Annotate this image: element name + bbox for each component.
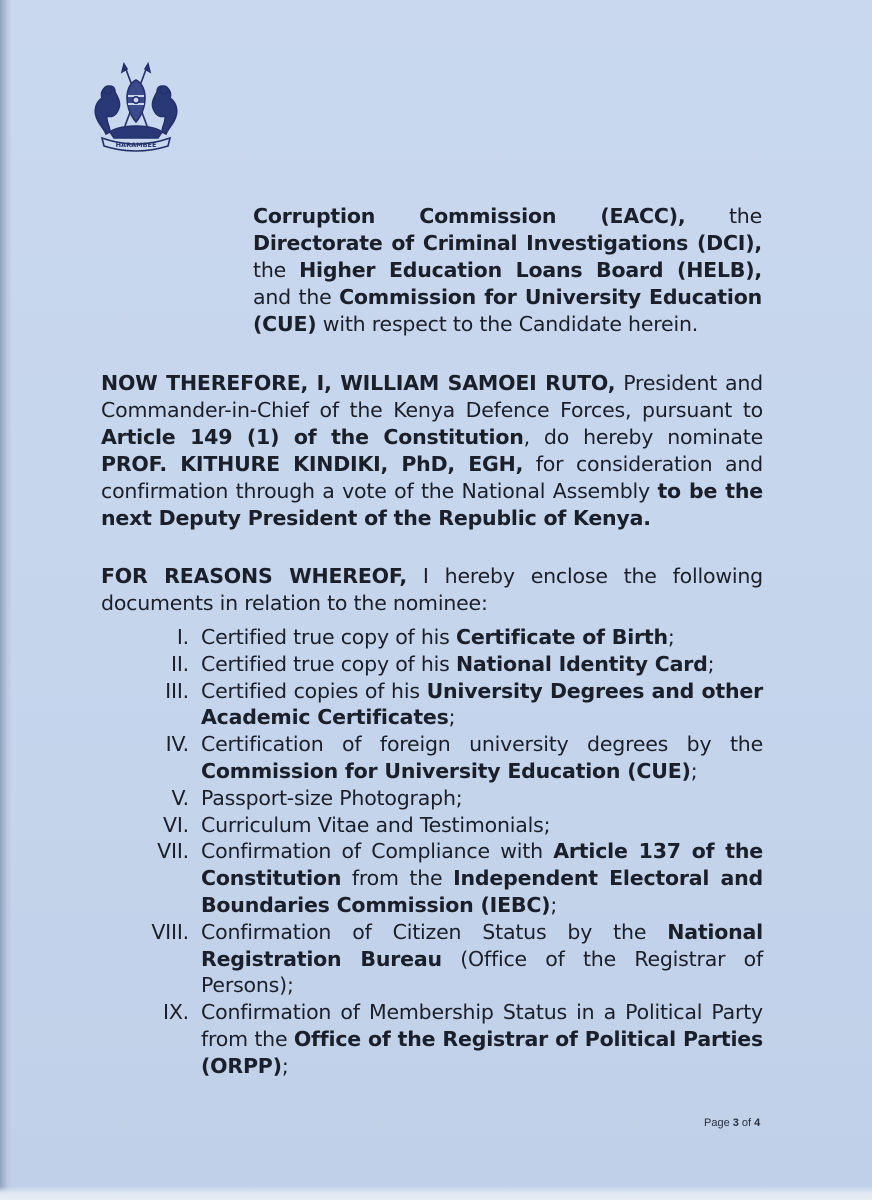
body-text: the <box>253 258 300 282</box>
enclosure-list <box>101 624 763 1080</box>
nomination-paragraph <box>101 370 763 532</box>
bold-text: NOW THEREFORE, I, WILLIAM SAMOEI RUTO, <box>101 371 616 395</box>
list-item <box>101 919 763 999</box>
bold-text: to be the next Deputy President of the Republic of Kenya. <box>101 479 764 530</box>
body-text: the <box>685 204 762 228</box>
list-text: Certification of foreign university degrees by the Commission for University Education (CUE); <box>201 732 763 783</box>
list-number: VIII. <box>151 919 189 944</box>
body-text: , do hereby nominate <box>523 425 763 449</box>
list-number: III. <box>165 678 189 703</box>
list-item <box>101 812 763 839</box>
bold-text: PROF. KITHURE KINDIKI, PhD, EGH, <box>101 452 524 476</box>
list-item <box>101 678 763 732</box>
continuation-paragraph <box>253 203 762 338</box>
list-text: Certified copies of his University Degrees and other Academic Certificates; <box>201 678 764 730</box>
list-number: I. <box>176 625 189 649</box>
body-text: I hereby enclose the following documents in relation to the nominee: <box>101 564 763 615</box>
page-bottom-edge <box>0 1186 872 1200</box>
coat-of-arms-icon <box>80 58 192 156</box>
list-item <box>101 838 763 918</box>
body-text: for consideration and confirmation through a vote of the National Assembly <box>101 452 763 503</box>
list-text: Passport-size Photograph; <box>201 785 463 810</box>
list-number: II. <box>170 651 189 676</box>
list-text: Confirmation of Membership Status in a Political Party from the Office of the Registrar of Political Parties (ORPP); <box>201 1000 763 1078</box>
list-text: Certified true copy of his National Identity Card; <box>201 651 715 676</box>
list-text: Confirmation of Compliance with Article 137 of the Constitution from the Independent Electoral and Boundaries Commission (IEBC); <box>201 839 763 917</box>
list-text: Confirmation of Citizen Status by the National Registration Bureau (Office of the Registrar of Persons); <box>201 919 763 998</box>
bold-text: Higher Education Loans Board (HELB), <box>299 258 762 282</box>
list-number: VII. <box>157 839 189 864</box>
list-number: IV. <box>165 732 189 757</box>
bold-text: FOR REASONS WHEREOF, <box>101 564 407 588</box>
page-shadow-edge <box>0 0 12 1200</box>
list-number: V. <box>171 785 189 810</box>
page-number: Page 3 of 4 <box>704 1117 761 1129</box>
list-item <box>101 999 763 1079</box>
list-item <box>101 651 763 678</box>
list-item <box>101 731 763 785</box>
list-item <box>101 785 763 812</box>
bold-text: Directorate of Criminal Investigations (DCI), <box>253 231 762 255</box>
bold-text: Commission for University Education (CUE) <box>253 285 762 336</box>
list-number: IX. <box>162 1000 189 1025</box>
bold-text: Article 149 (1) of the Constitution <box>101 425 524 449</box>
body-text: and the <box>253 285 340 309</box>
body-text: with respect to the Candidate herein. <box>316 312 699 336</box>
list-text: Certified true copy of his Certificate of Birth; <box>201 625 675 649</box>
enclosure-paragraph <box>101 563 763 617</box>
list-item <box>101 624 763 651</box>
list-number: VI. <box>163 812 189 837</box>
list-text: Curriculum Vitae and Testimonials; <box>201 812 551 837</box>
bold-text: Corruption Commission (EACC), <box>253 204 686 228</box>
seal-motto: HARAMBEE <box>115 141 157 149</box>
body-text: President and Commander-in-Chief of the Kenya Defence Forces, pursuant to <box>101 371 763 422</box>
